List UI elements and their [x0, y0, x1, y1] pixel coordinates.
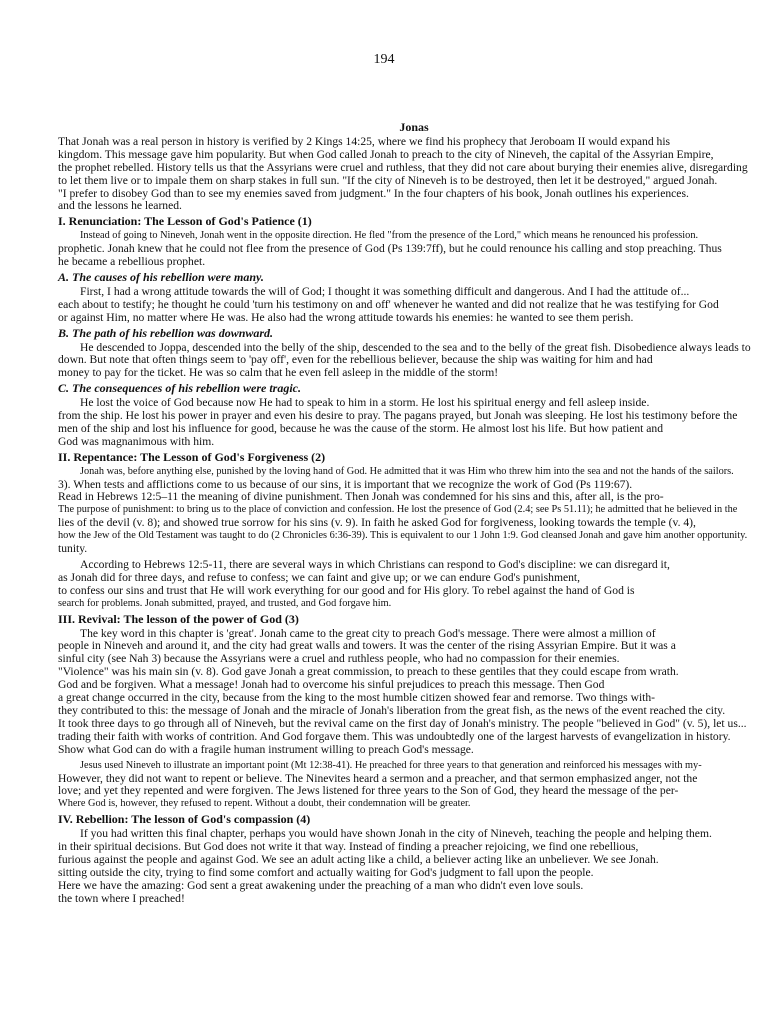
text-line: to confess our sins and trust that He will work everything for our good and for His glory. To rebel against the hand of God is — [58, 583, 635, 597]
document-title: Jonas — [399, 120, 429, 134]
section-heading: IV. Rebellion: The lesson of God's compassion (4) — [58, 812, 311, 827]
text-line: furious against the people and against God. We see an adult acting like a child, a believer acting like an unbeliever. We see Jonah. — [58, 852, 659, 866]
text-line: kingdom. This message gave him popularity. But when God called Jonah to preach to the city of Nineveh, the capital of the Assyrian Empire, — [58, 147, 714, 161]
text-line: tunity. — [58, 542, 88, 556]
text-line: He descended to Joppa, descended into the belly of the ship, descended to the sea and to the belly of the great fish. Disobedience always leads to — [80, 340, 751, 354]
text-line: sitting outside the city, trying to find some comfort and actually waiting for God's judgment to fall upon the people. — [58, 865, 594, 879]
paragraph — [58, 828, 768, 905]
text-line: According to Hebrews 12:5-11, there are several ways in which Christians can respond to God's discipline: we can disregard it, — [80, 558, 670, 571]
text-line: Where God is, however, they refused to repent. Without a doubt, their condemnation will be greater. — [58, 798, 471, 810]
text-line: or against Him, no matter where He was. He also had the wrong attitude towards his enemies: he wanted to see them perish. — [58, 310, 634, 324]
subsection-heading: B. The path of his rebellion was downward. — [58, 325, 274, 340]
text-line: The key word in this chapter is 'great'. Jonah came to the great city to preach God's message. There were almost a million of — [80, 626, 656, 640]
text-line: a great change occurred in the city, because from the king to the most humble citizen showed fear and remorse. Two things with- — [58, 691, 656, 705]
text-line: If you had written this final chapter, perhaps you would have shown Jonah in the city of Nineveh, teaching the people and helping them. — [80, 827, 712, 841]
text-line: sinful city (see Nah 3) because the Assyrians were a cruel and ruthless people, who had no compassion for their enemies. — [58, 652, 620, 666]
text-line: Here we have the amazing: God sent a great awakening under the preaching of a man who didn't even love souls. — [58, 878, 584, 892]
paragraph — [58, 466, 768, 556]
text-line: in their spiritual decisions. But God does not write it that way. Instead of finding a preacher rejoicing, we find one rebellious, — [58, 840, 639, 854]
text-line: men of the ship and lost his influence for good, because he was the cause of the storm. He almost lost his life. But how patient and — [58, 421, 663, 435]
text-line: Show what God can do with a fragile human instrument willing to preach God's message. — [58, 742, 474, 756]
paragraph — [58, 628, 768, 757]
text-line: Read in Hebrews 12:5–11 the meaning of divine punishment. Then Jonah was condemned for his sins and this, after all, is the pro- — [58, 490, 664, 504]
text-line: lies of the devil (v. 8); and showed true sorrow for his sins (v. 9). In faith he asked God for forgiveness, looking towards the temple (v. 4), — [58, 516, 696, 530]
text-line: how the Jew of the Old Testament was taught to do (2 Chronicles 6:36-39). This is equivalent to our 1 John 1:9. God cleansed Jonah and gave him another opportunity. — [58, 530, 748, 542]
text-line: people in Nineveh and around it, and the city had great walls and towers. It was the center of the rising Assyrian Empire. But it was a — [58, 639, 676, 653]
text-line: It took three days to go through all of Nineveh, but the revival came on the first day of Jonah's ministry. The people "believed in God" (v. 5), let us... — [58, 716, 747, 730]
text-line: First, I had a wrong attitude towards the will of God; I thought it was something difficult and dangerous. And I had the attitude of... — [80, 284, 690, 298]
text-line: Jonah was, before anything else, punished by the loving hand of God. He admitted that it was Him who threw him into the sea and not the hands of the sailors. — [80, 465, 734, 477]
text-line: prophetic. Jonah knew that he could not flee from the presence of God (Ps 139:7ff), but he could renounce his calling and stop preaching. Thus — [58, 242, 722, 256]
subsection-heading: A. The causes of his rebellion were many. — [58, 269, 264, 284]
page-number: 194 — [373, 52, 395, 67]
paragraph — [58, 760, 768, 812]
text-line: "I prefer to disobey God than to see my enemies saved from judgment." In the four chapters of his book, Jonah outlines his experiences. — [58, 186, 689, 200]
text-line: The purpose of punishment: to bring us to the place of conviction and confession. He lost the presence of God (2.4; see Ps 51.11); he admitted that he believed in the — [58, 504, 738, 516]
intro-paragraph — [58, 136, 768, 213]
text-line: However, they did not want to repent or believe. The Ninevites heard a sermon and a preacher, and that sermon emphasized anger, not the — [58, 771, 698, 785]
text-line: 3). When tests and afflictions come to us because of our sins, it is important that we recognize the work of God (Ps 119:67). — [58, 477, 633, 491]
text-line: God was magnanimous with him. — [58, 434, 215, 448]
paragraph — [58, 286, 768, 325]
text-line: they contributed to this: the message of Jonah and the miracle of Jonah's liberation from the great fish, as the news of the event reached the city. — [58, 703, 726, 717]
text-line: and the lessons he learned. — [58, 199, 182, 213]
text-line: God and be forgiven. What a message! Jonah had to overcome his sinful prejudices to preach this message. Then God — [58, 678, 605, 692]
text-line: "Violence" was his main sin (v. 8). God gave Jonah a great commission, to preach to these gentiles that they could escape from wrath. — [58, 665, 679, 679]
section-heading: II. Repentance: The Lesson of God's Forgiveness (2) — [58, 449, 326, 464]
text-line: he became a rebellious prophet. — [58, 255, 206, 269]
text-line: trading their faith with works of contrition. And God forgave them. This was undoubtedly one of the largest harvests of evangelization in history. — [58, 729, 731, 743]
text-line: Jesus used Nineveh to illustrate an important point (Mt 12:38-41). He preached for three years to that generation and reinforced his messages with my- — [80, 759, 702, 771]
text-line: That Jonah was a real person in history is verified by 2 Kings 14:25, where we find his prophecy that Jeroboam II would expand his — [58, 134, 671, 148]
paragraph — [58, 397, 768, 449]
paragraph — [58, 230, 768, 269]
text-line: love; and yet they repented and were forgiven. The Jews listened for three years to the Son of God, they heard the message of the per- — [58, 784, 679, 798]
text-line: money to pay for the ticket. He was so calm that he even fell asleep in the middle of the storm! — [58, 366, 499, 380]
document-body — [58, 121, 768, 906]
text-line: down. But note that often things seem to 'pay off', even for the rebellious believer, because the ship was waiting for him and had — [58, 353, 653, 367]
paragraph — [58, 342, 768, 381]
text-line: each about to testify; he thought he could 'turn his testimony on and off' whenever he wanted and did not realize that he was testifying for God — [58, 297, 719, 311]
section-heading: I. Renunciation: The Lesson of God's Patience (1) — [58, 214, 312, 229]
text-line: Instead of going to Nineveh, Jonah went in the opposite direction. He fled "from the presence of the Lord," which means he renounced his profession. — [80, 230, 699, 242]
text-line: to let them live or to impale them on sharp stakes in full sun. "If the city of Nineveh is to be destroyed, then let it be destroyed," argued Jonah. — [58, 173, 718, 187]
text-line: He lost the voice of God because now He had to speak to him in a storm. He lost his spiritual energy and fell asleep inside. — [80, 396, 650, 410]
section-heading: III. Revival: The lesson of the power of God (3) — [58, 611, 299, 626]
text-line: from the ship. He lost his power in prayer and even his desire to pray. The pagans prayed, but Jonah was sleeping. He lost his testimony before the — [58, 409, 738, 423]
text-line: the prophet rebelled. History tells us that the Assyrians were cruel and ruthless, that they did not care about burying their enemies alive, disregarding — [58, 160, 748, 174]
text-line: the town where I preached! — [58, 891, 185, 905]
text-line: as Jonah did for three days, and refuse to confess; we can faint and give up; or we can endure God's punishment, — [58, 570, 581, 584]
text-line: search for problems. Jonah submitted, prayed, and trusted, and God forgave him. — [58, 597, 392, 609]
subsection-heading: C. The consequences of his rebellion were tragic. — [58, 381, 301, 396]
paragraph — [58, 559, 768, 611]
